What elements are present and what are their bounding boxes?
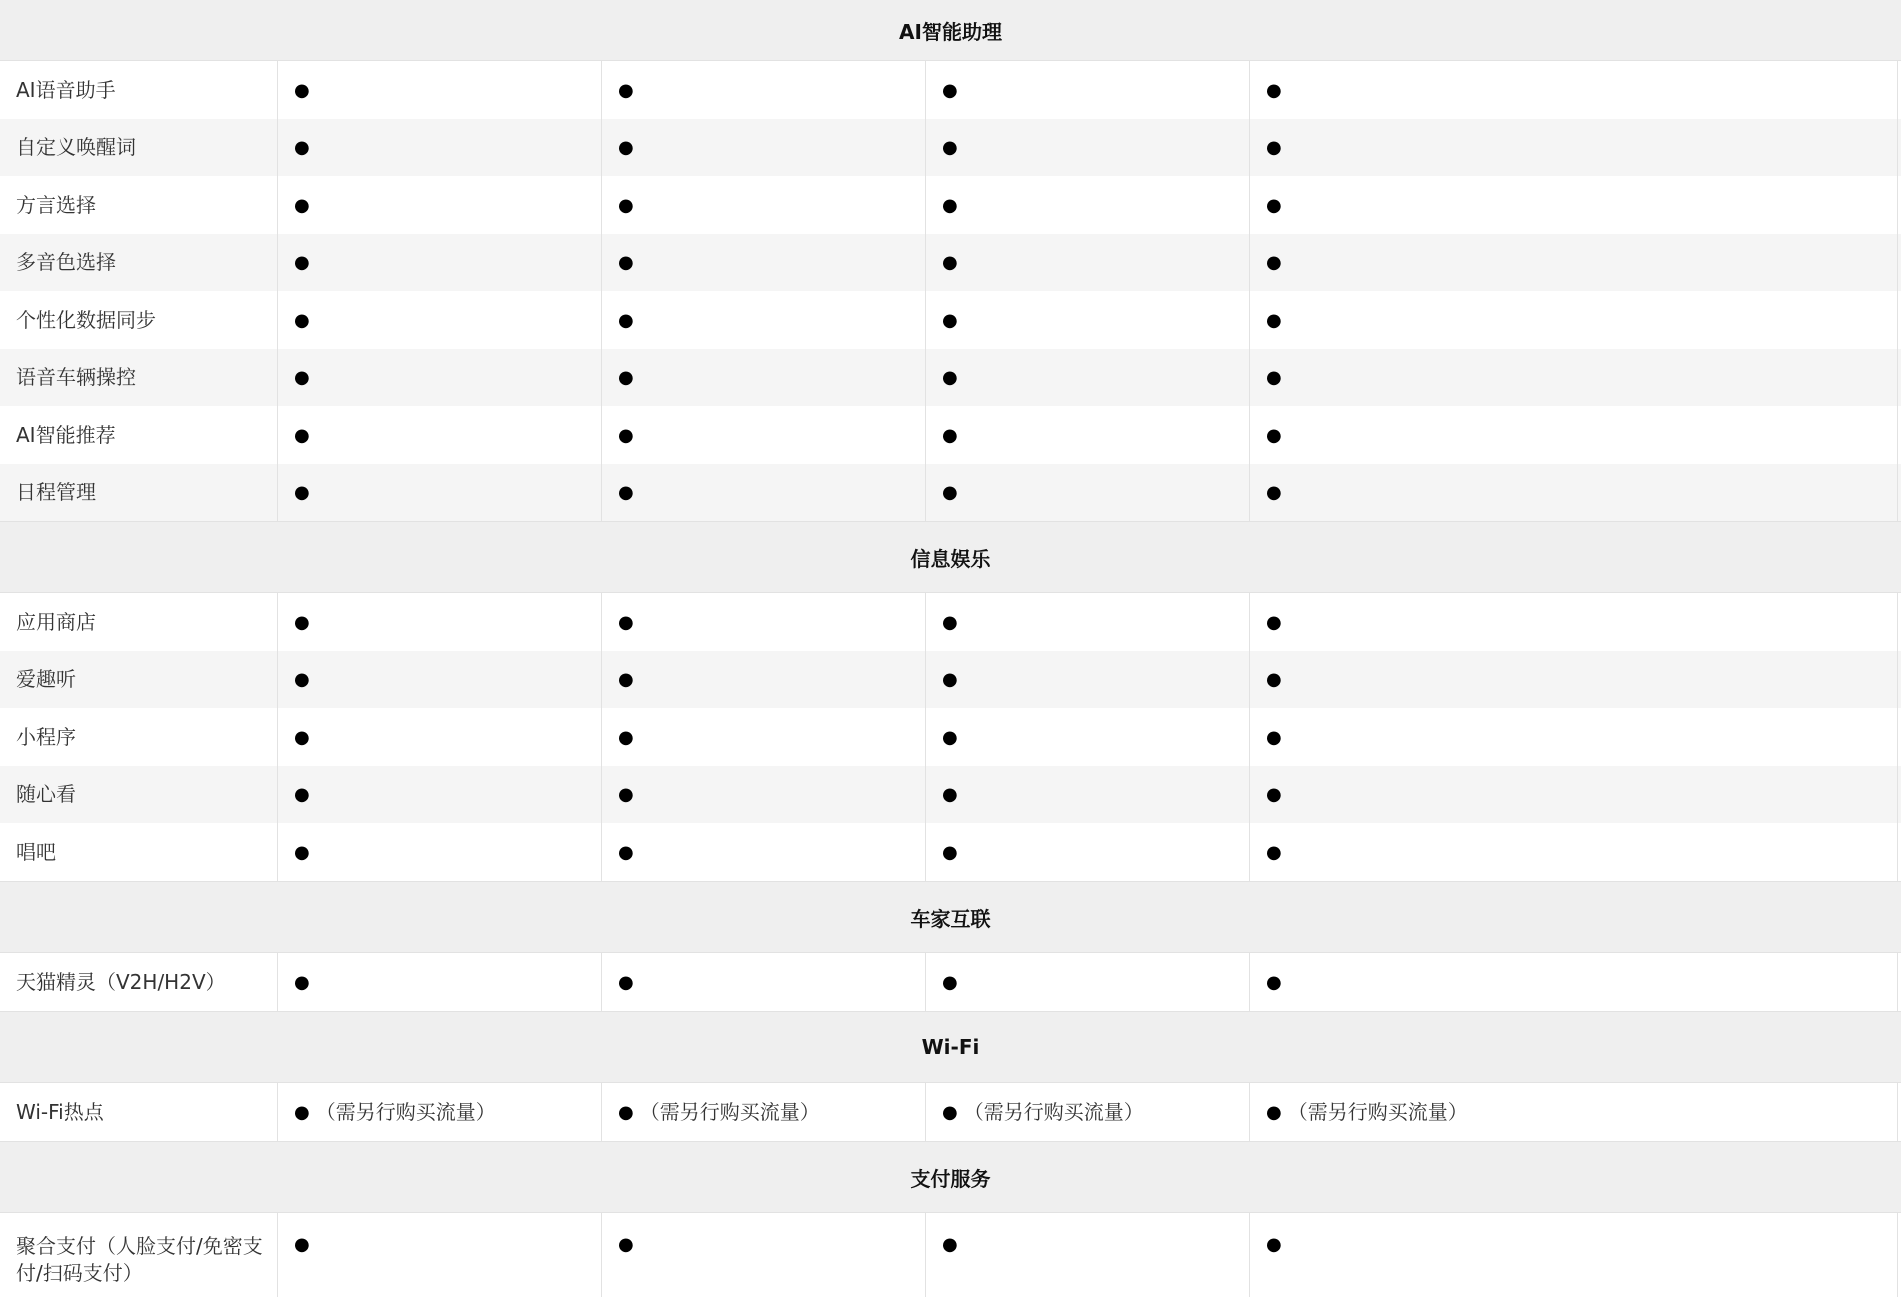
included-dot: ● <box>1266 611 1282 633</box>
included-dot: ● <box>618 79 634 101</box>
included-dot: ● <box>294 726 310 748</box>
included-dot: ● <box>618 669 634 690</box>
included-dot: ● <box>618 784 634 805</box>
table-row <box>0 234 1901 291</box>
included-dot: ● <box>1266 482 1282 503</box>
section-header-payment-services <box>0 1142 1901 1213</box>
included-dot: ● <box>942 841 958 863</box>
row-note: （需另行购买流量） <box>963 1099 1144 1124</box>
row-label: AI智能推荐 <box>0 406 278 464</box>
section-header-ai-assistant <box>0 0 1901 61</box>
included-dot: ● <box>294 971 310 993</box>
included-dot: ● <box>942 482 958 503</box>
included-dot: ● <box>1266 784 1282 805</box>
included-dot: ● <box>942 424 958 446</box>
table-row <box>0 651 1901 708</box>
included-dot: ● <box>1266 194 1282 216</box>
included-dot: ● <box>1266 1234 1282 1255</box>
included-dot: ● <box>618 194 634 216</box>
included-dot: ● <box>618 971 634 993</box>
included-dot: ● <box>294 194 310 216</box>
table-row <box>0 953 1901 1012</box>
included-dot: ● <box>618 252 634 273</box>
included-dot: ● <box>942 137 958 158</box>
row-label: 小程序 <box>0 708 278 766</box>
table-row <box>0 119 1901 176</box>
included-dot: ● <box>1266 841 1282 863</box>
row-label: 随心看 <box>0 766 278 823</box>
row-label: 爱趣听 <box>0 651 278 708</box>
included-dot: ● <box>618 137 634 158</box>
included-dot: ● <box>942 971 958 993</box>
included-dot: ● <box>942 669 958 690</box>
included-dot: ● <box>942 252 958 273</box>
table-row <box>0 1083 1901 1142</box>
row-label: AI语音助手 <box>0 61 278 119</box>
row-label: 自定义唤醒词 <box>0 119 278 176</box>
table-row <box>0 708 1901 766</box>
table-row <box>0 766 1901 823</box>
included-dot: ● <box>1266 252 1282 273</box>
table-row <box>0 406 1901 464</box>
row-note: （需另行购买流量） <box>639 1099 820 1124</box>
included-dot: ● <box>942 1101 958 1123</box>
included-dot: ● <box>294 137 310 158</box>
table-row <box>0 176 1901 234</box>
included-dot: ● <box>942 194 958 216</box>
included-dot: ● <box>294 309 310 331</box>
included-dot: ● <box>942 367 958 388</box>
section-title: 车家互联 <box>910 906 991 931</box>
row-label: 唱吧 <box>0 823 278 881</box>
included-dot: ● <box>294 482 310 503</box>
included-dot: ● <box>1266 971 1282 993</box>
row-label: Wi-Fi热点 <box>0 1083 278 1141</box>
section-title: Wi-Fi <box>921 1035 980 1059</box>
included-dot: ● <box>1266 367 1282 388</box>
table-row <box>0 464 1901 522</box>
included-dot: ● <box>294 1234 310 1255</box>
row-label: 个性化数据同步 <box>0 291 278 349</box>
included-dot: ● <box>942 79 958 101</box>
included-dot: ● <box>618 1101 634 1123</box>
included-dot: ● <box>618 424 634 446</box>
included-dot: ● <box>294 841 310 863</box>
included-dot: ● <box>294 367 310 388</box>
row-label: 多音色选择 <box>0 234 278 291</box>
table-row <box>0 291 1901 349</box>
row-label: 聚合支付（人脸支付/免密支付/扫码支付） <box>0 1213 278 1297</box>
included-dot: ● <box>942 611 958 633</box>
included-dot: ● <box>618 611 634 633</box>
included-dot: ● <box>294 784 310 805</box>
included-dot: ● <box>618 309 634 331</box>
included-dot: ● <box>1266 1101 1282 1123</box>
table-row <box>0 593 1901 651</box>
included-dot: ● <box>942 726 958 748</box>
included-dot: ● <box>1266 424 1282 446</box>
included-dot: ● <box>618 841 634 863</box>
included-dot: ● <box>618 367 634 388</box>
included-dot: ● <box>942 1234 958 1255</box>
included-dot: ● <box>618 482 634 503</box>
row-label: 应用商店 <box>0 593 278 651</box>
table-row <box>0 1213 1901 1297</box>
section-title: 支付服务 <box>910 1166 991 1191</box>
table-row <box>0 349 1901 406</box>
included-dot: ● <box>1266 726 1282 748</box>
included-dot: ● <box>942 309 958 331</box>
section-header-infotainment <box>0 522 1901 593</box>
included-dot: ● <box>1266 137 1282 158</box>
section-title: AI智能助理 <box>899 19 1002 44</box>
included-dot: ● <box>618 726 634 748</box>
row-label: 天猫精灵（V2H/H2V） <box>0 953 278 1011</box>
included-dot: ● <box>1266 669 1282 690</box>
included-dot: ● <box>618 1234 634 1255</box>
section-header-car-home-connectivity <box>0 882 1901 953</box>
included-dot: ● <box>942 784 958 805</box>
included-dot: ● <box>294 424 310 446</box>
section-title: 信息娱乐 <box>910 546 991 571</box>
row-label: 日程管理 <box>0 464 278 521</box>
included-dot: ● <box>1266 309 1282 331</box>
included-dot: ● <box>294 79 310 101</box>
row-label: 语音车辆操控 <box>0 349 278 406</box>
row-label: 方言选择 <box>0 176 278 234</box>
included-dot: ● <box>294 252 310 273</box>
included-dot: ● <box>294 611 310 633</box>
section-header-wifi <box>0 1012 1901 1083</box>
table-row <box>0 823 1901 882</box>
included-dot: ● <box>294 669 310 690</box>
row-note: （需另行购买流量） <box>315 1099 496 1124</box>
row-note: （需另行购买流量） <box>1287 1099 1468 1124</box>
table-row <box>0 61 1901 119</box>
included-dot: ● <box>1266 79 1282 101</box>
included-dot: ● <box>294 1101 310 1123</box>
